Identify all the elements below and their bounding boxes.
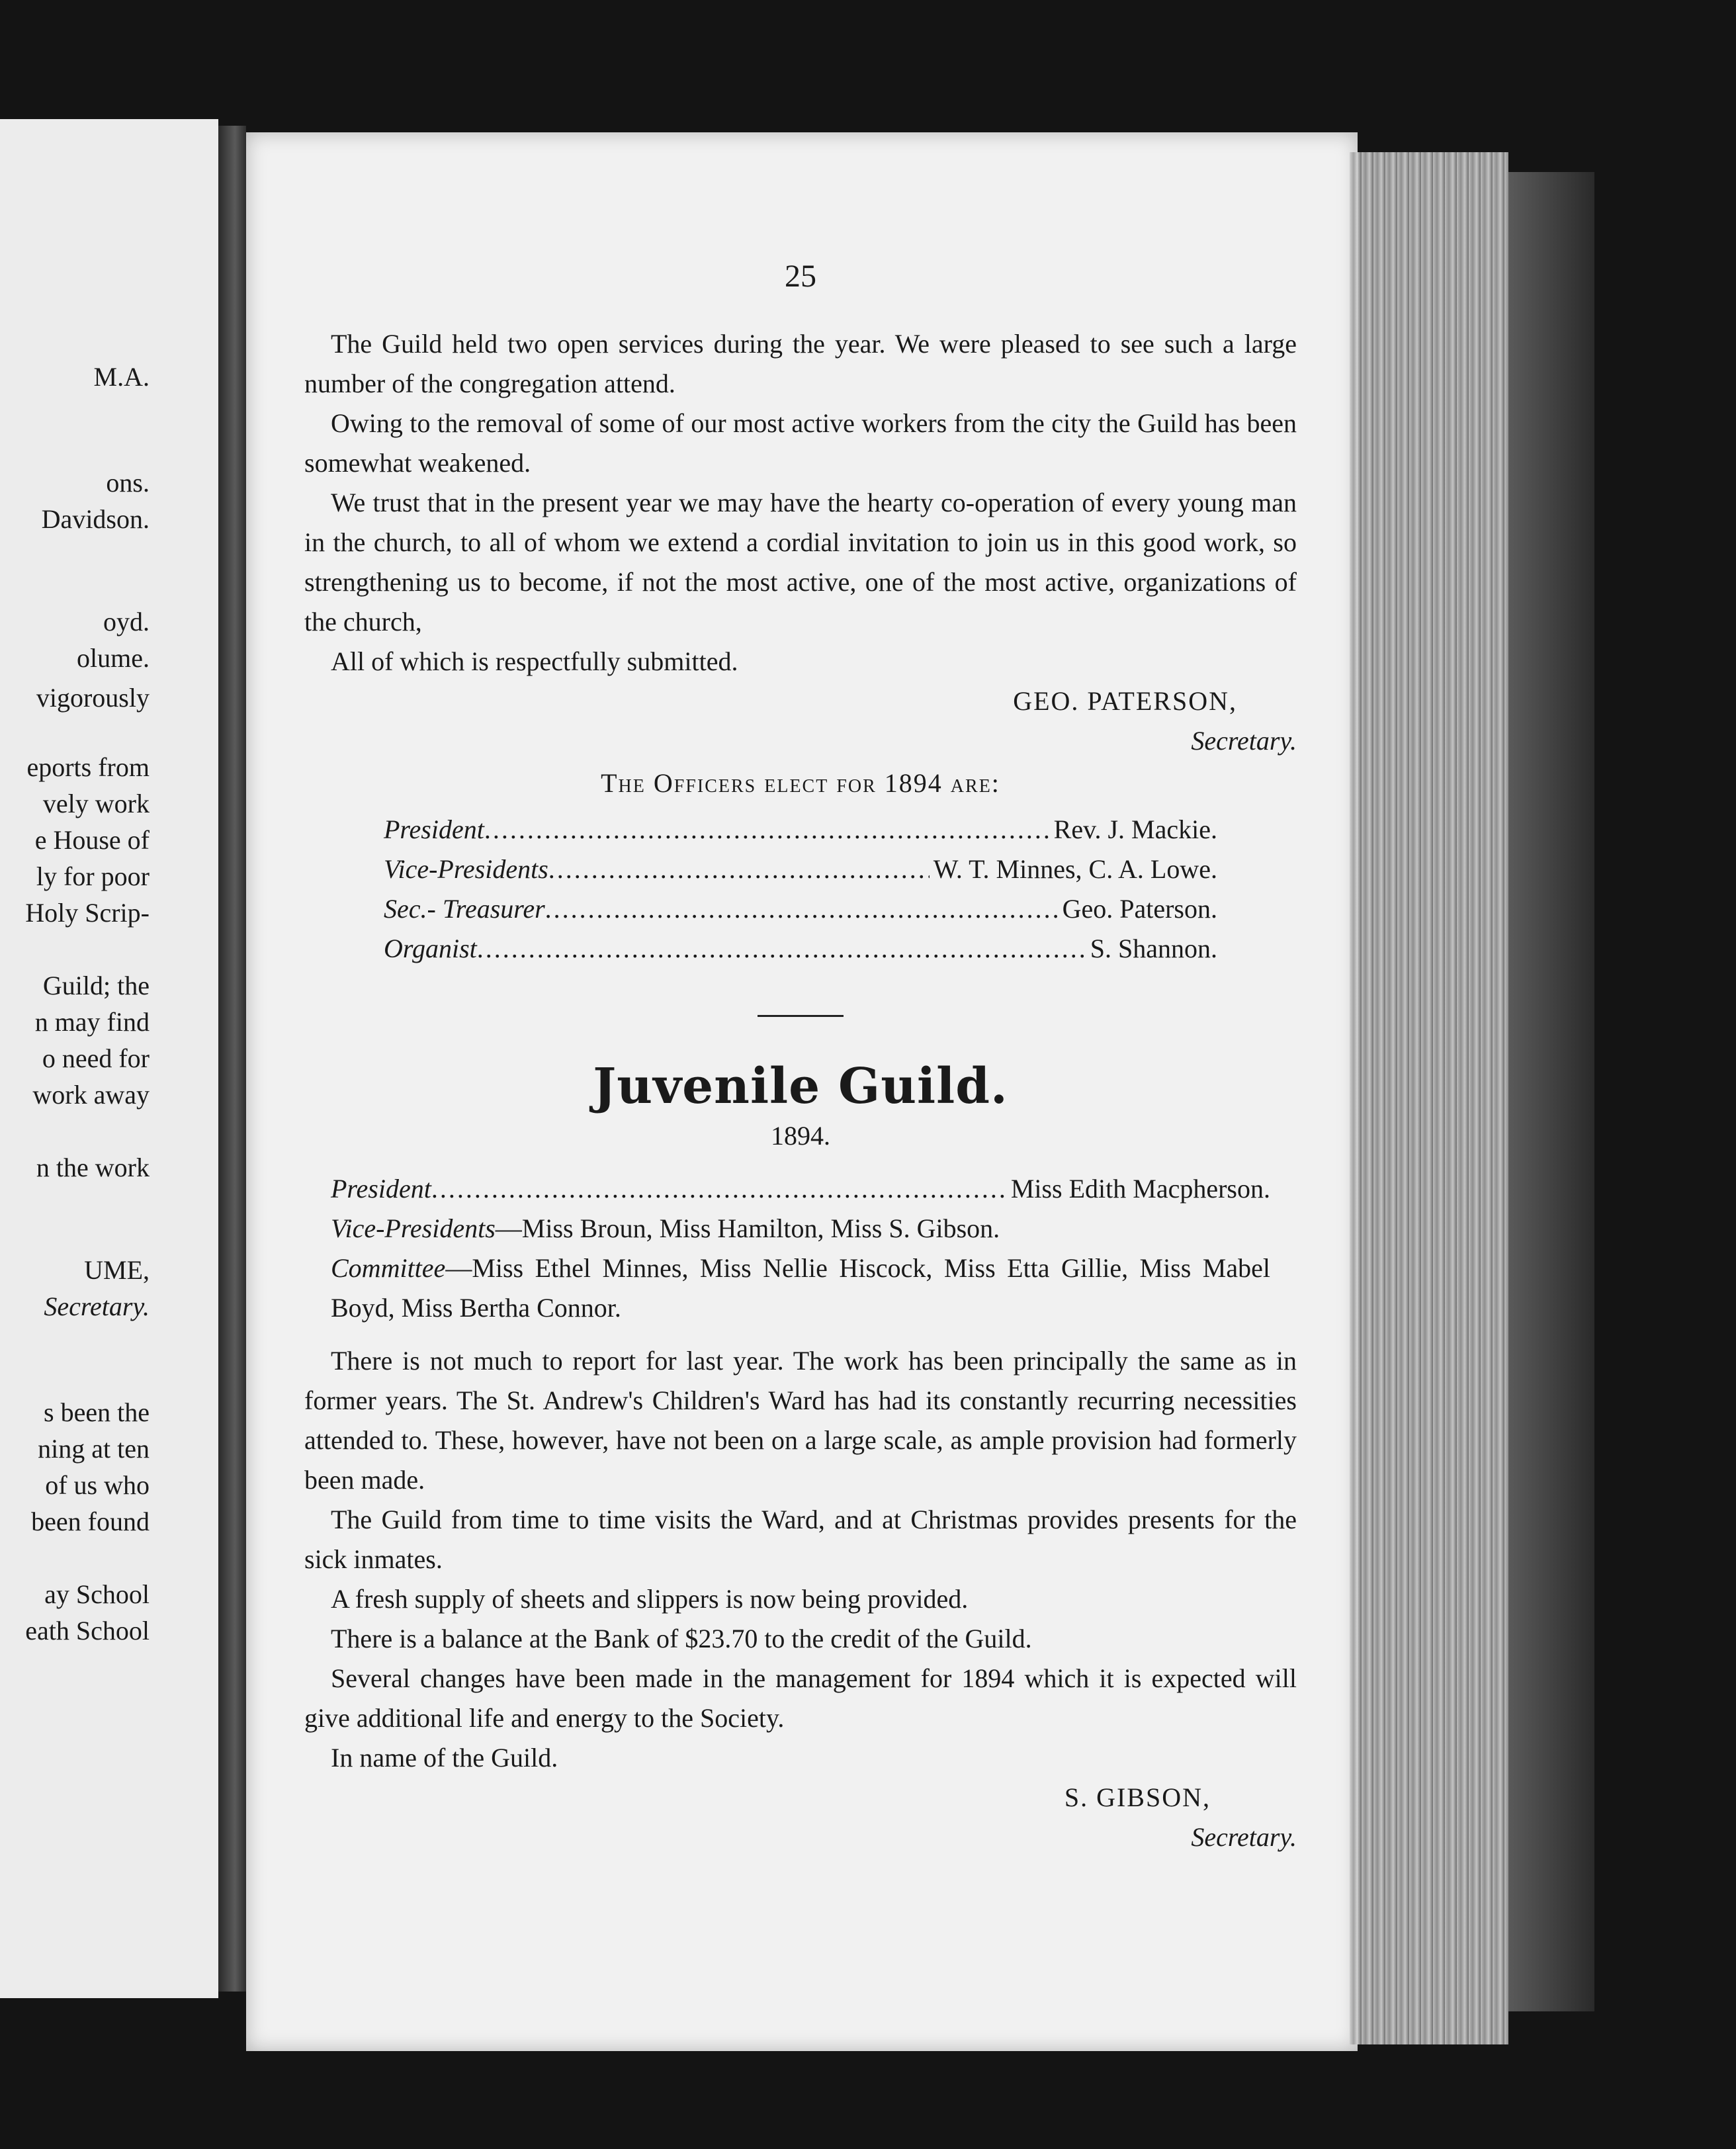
officer-role: Sec.- Treasurer bbox=[384, 894, 545, 924]
left-page-text-fragment: olume. bbox=[77, 643, 150, 673]
left-page-text-fragment: s been the bbox=[44, 1397, 150, 1427]
officer-row bbox=[384, 889, 1217, 929]
left-page-text-fragment: Secretary. bbox=[44, 1292, 150, 1321]
section-divider bbox=[758, 1015, 844, 1017]
report-paragraph: A fresh supply of sheets and slippers is now being provided. bbox=[331, 1584, 969, 1614]
left-page-text-fragment: ons. bbox=[106, 468, 150, 498]
juvenile-guild-year: 1894. bbox=[771, 1121, 830, 1151]
page-edges bbox=[1350, 152, 1508, 2044]
report-signature: GEO. PATERSON, bbox=[1013, 686, 1237, 716]
officer-names: —Miss Broun, Miss Hamilton, Miss S. Gibson. bbox=[495, 1213, 1000, 1243]
left-page-text-fragment: ning at ten bbox=[38, 1434, 150, 1464]
report-paragraph: All of which is respectfully submitted. bbox=[331, 646, 738, 676]
left-page-text-fragment: oyd. bbox=[103, 607, 150, 636]
officer-role: President bbox=[331, 1174, 431, 1204]
left-page-text-fragment: work away bbox=[32, 1080, 150, 1110]
officer-names: —Miss Ethel Minnes, Miss Nellie Hiscock, Miss Etta Gillie, Miss Mabel Boyd, Miss Bertha Connor. bbox=[331, 1253, 1270, 1323]
officer-name: Geo. Paterson. bbox=[1062, 894, 1217, 924]
vice-presidents-line bbox=[331, 1209, 1270, 1249]
officer-role: Vice-Presidents bbox=[331, 1213, 496, 1243]
report-paragraph: The Guild held two open services during the year. We were pleased to see such a large number of the congregation attend. bbox=[304, 329, 1297, 398]
juvenile-signature: S. GIBSON, bbox=[1064, 1782, 1211, 1812]
leader-dots bbox=[545, 889, 1059, 929]
leader-dots bbox=[431, 1169, 1007, 1209]
officers-list bbox=[384, 810, 1217, 969]
committee-line bbox=[331, 1249, 1270, 1328]
left-page-text-fragment: eath School bbox=[25, 1616, 150, 1645]
left-page-text-fragment: n the work bbox=[36, 1153, 150, 1182]
report-signature-title: Secretary. bbox=[1191, 726, 1297, 756]
left-page-text-fragment: e House of bbox=[34, 825, 150, 855]
leader-dots bbox=[477, 929, 1086, 969]
juvenile-guild-officers bbox=[331, 1169, 1270, 1328]
leader-dots bbox=[484, 810, 1050, 850]
juvenile-signature-title: Secretary. bbox=[1191, 1822, 1297, 1852]
left-page-text-fragment: ly for poor bbox=[36, 861, 150, 891]
left-page-text-fragment: o need for bbox=[42, 1043, 150, 1073]
left-page-text-fragment: M.A. bbox=[93, 362, 150, 392]
officer-role: Vice-Presidents bbox=[384, 854, 548, 884]
report-paragraph: In name of the Guild. bbox=[331, 1743, 558, 1773]
report-paragraph: We trust that in the present year we may have the hearty co-operation of every young man in the church, to all of whom we extend a cordial invitation to join us in this good work, so strengthening us to become, if not the most active, one of the most active, organizations of the church, bbox=[304, 488, 1297, 636]
left-page-text-fragment: n may find bbox=[34, 1007, 150, 1037]
officer-row bbox=[384, 929, 1217, 969]
officer-name: W. T. Minnes, C. A. Lowe. bbox=[933, 854, 1217, 884]
report-paragraph: There is a balance at the Bank of $23.70 to the credit of the Guild. bbox=[331, 1624, 1032, 1653]
left-page-text-fragment: Davidson. bbox=[41, 504, 150, 534]
officer-name: S. Shannon. bbox=[1090, 934, 1217, 963]
book-gutter bbox=[218, 126, 246, 1992]
officers-heading: The Officers elect for 1894 are: bbox=[601, 768, 1000, 798]
officer-row bbox=[331, 1169, 1270, 1209]
officer-name: Rev. J. Mackie. bbox=[1053, 814, 1217, 844]
report-paragraph: The Guild from time to time visits the Ward, and at Christmas provides presents for the sick inmates. bbox=[304, 1505, 1297, 1574]
page-number: 25 bbox=[785, 259, 816, 294]
report-paragraph: Owing to the removal of some of our most active workers from the city the Guild has been somewhat weakened. bbox=[304, 408, 1297, 478]
officer-name: Miss Edith Macpherson. bbox=[1010, 1174, 1270, 1204]
left-page bbox=[0, 119, 218, 1998]
leader-dots bbox=[548, 850, 930, 889]
left-page-text-fragment: been found bbox=[31, 1507, 150, 1536]
left-page-text-fragment: Guild; the bbox=[42, 971, 150, 1000]
juvenile-guild-heading: Juvenile Guild. bbox=[593, 1058, 1008, 1115]
left-page-text-fragment: vely work bbox=[42, 789, 150, 818]
left-page-text-fragment: UME, bbox=[84, 1255, 150, 1285]
report-paragraph: There is not much to report for last year. The work has been principally the same as in former years. The St. Andrew's Children's Ward has had its constantly recurring necessities attended to. These, however, have not been on a large scale, as ample provision had formerly been made. bbox=[304, 1346, 1297, 1495]
left-page-text-fragment: of us who bbox=[45, 1470, 150, 1500]
book-cover-edge bbox=[1508, 172, 1594, 2011]
left-page-text-fragment: eports from bbox=[26, 752, 150, 782]
left-page-text-fragment: vigorously bbox=[36, 683, 150, 713]
guild-report bbox=[304, 324, 1297, 761]
officer-role: Organist bbox=[384, 934, 477, 963]
left-page-text-fragment: Holy Scrip- bbox=[25, 898, 150, 928]
juvenile-guild-report bbox=[304, 1341, 1297, 1857]
officer-role: Committee bbox=[331, 1253, 446, 1283]
officer-row bbox=[384, 810, 1217, 850]
report-paragraph: Several changes have been made in the management for 1894 which it is expected will give additional life and energy to the Society. bbox=[304, 1663, 1297, 1733]
officer-row bbox=[384, 850, 1217, 889]
officer-role: President bbox=[384, 814, 484, 844]
left-page-text-fragment: ay School bbox=[44, 1579, 150, 1609]
page-text bbox=[304, 251, 1297, 1857]
